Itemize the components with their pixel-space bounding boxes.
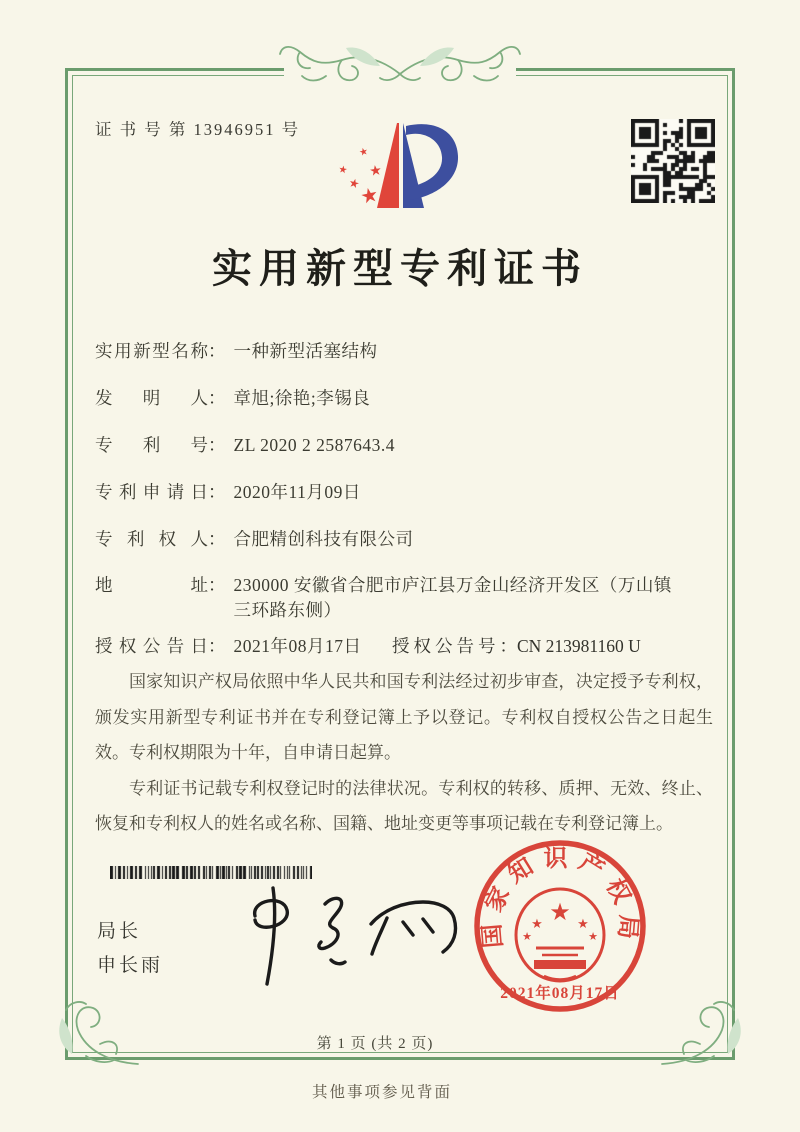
certificate-number: 证 书 号 第 13946951 号 bbox=[95, 120, 301, 139]
field-label: 地 址 bbox=[95, 575, 208, 595]
field-label: 专 利 号 bbox=[95, 435, 208, 455]
field-row-patentee bbox=[95, 526, 717, 553]
fields-block bbox=[95, 338, 717, 680]
legal-paragraphs bbox=[95, 664, 713, 842]
grant-date-value: 2021年08月17日 bbox=[233, 636, 362, 656]
field-row-filing-date bbox=[95, 479, 717, 506]
field-row-utility-model-name bbox=[95, 338, 717, 365]
page-number: 第 1 页 (共 2 页) bbox=[316, 1036, 434, 1052]
field-row-grant bbox=[95, 633, 717, 660]
field-label: 专 利 权 人 bbox=[95, 529, 208, 549]
grant-publication-group bbox=[392, 633, 641, 660]
field-value: 合肥精创科技有限公司 bbox=[233, 529, 414, 549]
field-value: ZL 2020 2 2587643.4 bbox=[233, 435, 395, 455]
back-note: 其他事项参见背面 bbox=[311, 1084, 452, 1101]
field-row-address bbox=[95, 573, 717, 623]
field-label: 实 用 新 型 名 称 bbox=[95, 341, 208, 361]
field-label: 授 权 公 告 日 bbox=[95, 636, 208, 656]
seal-ring-text: 国家知识产权局 bbox=[478, 845, 642, 949]
certificate-title: 实用新型专利证书 bbox=[212, 246, 588, 291]
field-value: 一种新型活塞结构 bbox=[233, 341, 378, 361]
cnipa-logo-icon bbox=[332, 116, 472, 218]
svg-text:★: ★ bbox=[531, 917, 543, 932]
field-colon: ： bbox=[208, 575, 226, 595]
svg-text:★: ★ bbox=[358, 146, 370, 159]
signer-name: 申长雨 bbox=[97, 955, 164, 976]
seal-emblem-icon bbox=[516, 889, 604, 981]
legal-paragraph-1: 国家知识产权局依照中华人民共和国专利法经过初步审查，决定授予专利权，颁发实用新型专利证书并在专利登记簿上予以登记。专利权自授权公告之日起生效。专利权期限为十年，自申请日起算。 bbox=[95, 672, 713, 762]
field-colon: ： bbox=[499, 636, 517, 656]
seal-date: 2021年08月17日 bbox=[500, 985, 620, 1002]
svg-text:★: ★ bbox=[522, 930, 532, 943]
svg-text:★: ★ bbox=[577, 917, 589, 932]
field-value: 2020年11月09日 bbox=[233, 482, 361, 502]
address-line-2: 三环路东侧） bbox=[233, 600, 342, 620]
logo-stars-icon bbox=[337, 146, 383, 209]
grant-publication-value: CN 213981160 U bbox=[517, 636, 641, 656]
field-row-patent-number bbox=[95, 432, 717, 459]
field-colon: ： bbox=[208, 388, 226, 408]
svg-text:★: ★ bbox=[368, 162, 383, 180]
field-value: 章旭;徐艳;李锡良 bbox=[233, 388, 371, 408]
field-colon: ： bbox=[208, 435, 226, 455]
signature-autograph-icon bbox=[225, 882, 495, 997]
signer-title: 局长 bbox=[97, 921, 142, 942]
field-row-inventors bbox=[95, 385, 717, 412]
svg-text:国家知识产权局 bbox=[478, 845, 642, 949]
svg-text:★: ★ bbox=[337, 164, 349, 177]
field-value bbox=[234, 573, 718, 623]
legal-paragraph-2: 专利证书记载专利权登记时的法律状况。专利权的转移、质押、无效、终止、恢复和专利权人的姓名或名称、国籍、地址变更等事项记载在专利登记簿上。 bbox=[95, 778, 713, 833]
grant-publication-label: 授权公告号 bbox=[392, 636, 500, 656]
address-line-1: 230000 安徽省合肥市庐江县万金山经济开发区（万山镇 bbox=[233, 575, 672, 595]
field-colon: ： bbox=[208, 636, 226, 656]
field-colon: ： bbox=[208, 529, 226, 549]
svg-text:★: ★ bbox=[588, 930, 598, 943]
svg-text:★: ★ bbox=[549, 898, 571, 926]
qr-code bbox=[631, 119, 715, 203]
barcode bbox=[110, 866, 312, 879]
field-label: 专 利 申 请 日 bbox=[95, 482, 208, 502]
official-seal-icon bbox=[465, 836, 655, 1016]
field-colon: ： bbox=[208, 341, 226, 361]
svg-text:★: ★ bbox=[347, 175, 362, 192]
svg-text:★: ★ bbox=[358, 181, 381, 209]
field-colon: ： bbox=[208, 482, 226, 502]
field-label: 发 明 人 bbox=[95, 388, 208, 408]
